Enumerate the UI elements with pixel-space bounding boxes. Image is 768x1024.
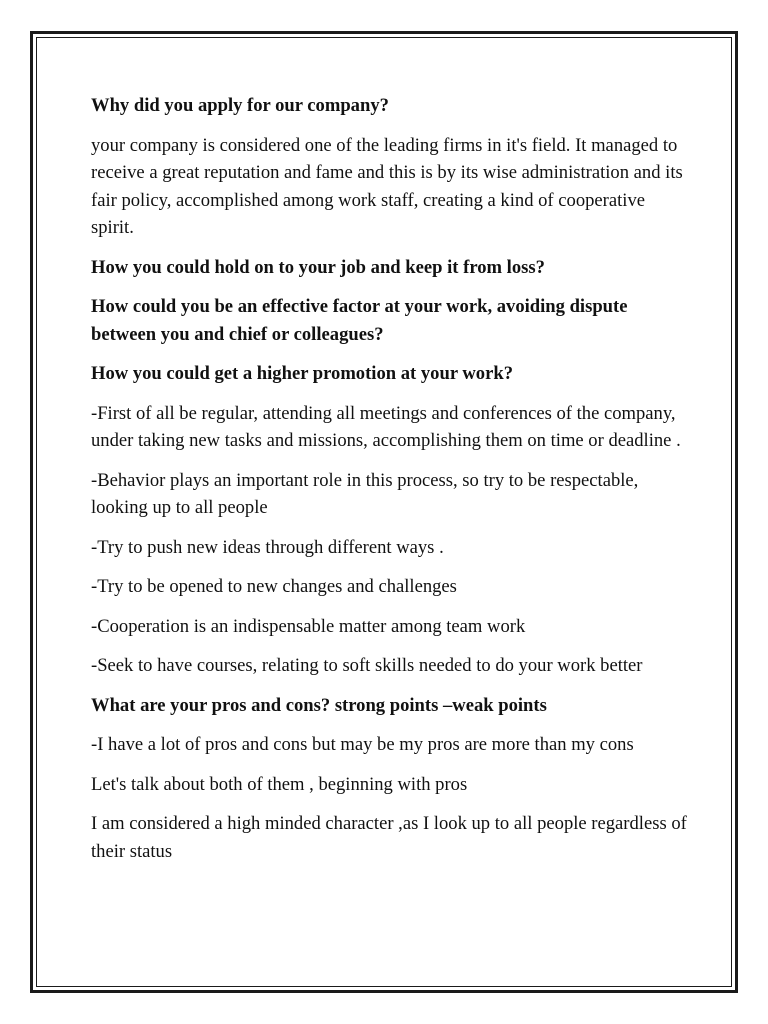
question-why-apply: Why did you apply for our company? — [91, 95, 389, 116]
answer-item-courses: -Seek to have courses, relating to soft skills needed to do your work better — [91, 655, 643, 676]
answer-item-new-ideas: -Try to push new ideas through different ways . — [91, 536, 444, 558]
answer-pros-cons-transition: Let's talk about both of them , beginning with pros — [91, 773, 468, 795]
question-keep-job: How you could hold on to your job and keep it from loss? — [91, 256, 545, 278]
document-body — [91, 92, 691, 877]
question-effective-factor: How could you be an effective factor at your work, avoiding dispute between you and chief or colleagues? — [91, 296, 628, 345]
question-pros-cons: What are your pros and cons? strong points –weak points — [91, 694, 547, 716]
answer-item-changes: -Try to be opened to new changes and challenges — [91, 576, 457, 597]
answer-pros-cons-intro: -I have a lot of pros and cons but may be my pros are more than my cons — [91, 734, 634, 755]
answer-item-cooperation: -Cooperation is an indispensable matter among team work — [91, 615, 526, 637]
answer-item-behavior: -Behavior plays an important role in this process, so try to be respectable, looking up to all people — [91, 469, 639, 518]
question-promotion: How you could get a higher promotion at your work? — [91, 363, 513, 384]
answer-why-apply: your company is considered one of the leading firms in it's field. It managed to receive a great reputation and fame and this is by its wise administration and its fair policy, accomplished among work staff, creating a kind of cooperative spirit. — [91, 134, 683, 238]
answer-pros-high-minded: I am considered a high minded character ,as I look up to all people regardless of their status — [91, 813, 687, 862]
answer-item-regular: -First of all be regular, attending all meetings and conferences of the company, under taking new tasks and missions, accomplishing them on time or deadline . — [91, 402, 681, 451]
